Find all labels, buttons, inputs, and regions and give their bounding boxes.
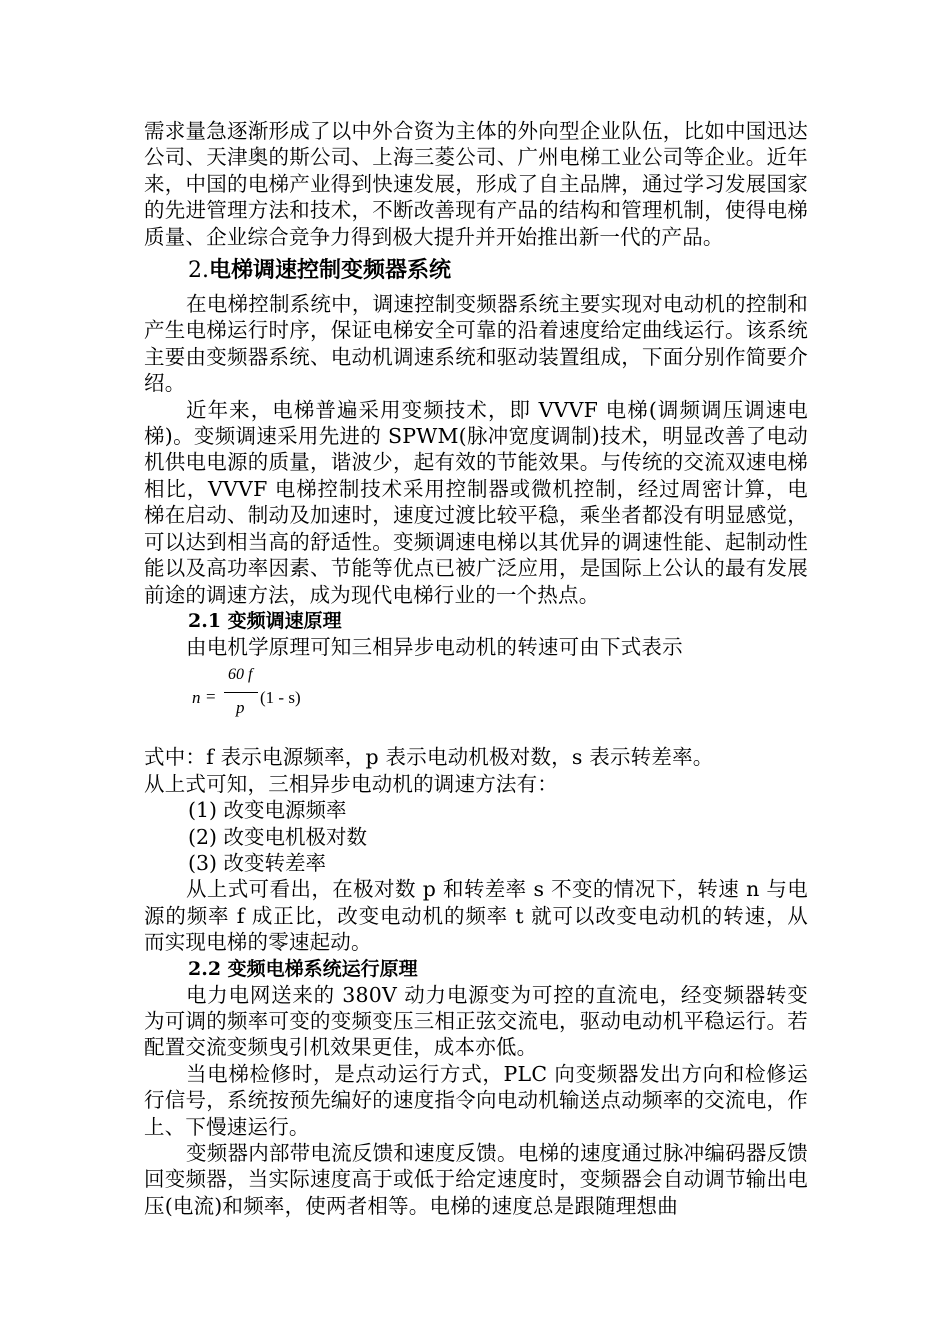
paragraph-inspection-mode: 当电梯检修时，是点动运行方式，PLC 向变频器发出方向和检修运行信号，系统按预先编好的速度指令向电动机输送点动频率的交流电，作上、下慢速运行。 xyxy=(144,1061,808,1139)
formula-slip-term: (1 - s) xyxy=(260,688,301,708)
paragraph-system-overview: 在电梯控制系统中，调速控制变频器系统主要实现对电动机的控制和产生电梯运行时序，保证电梯安全可靠的沿着速度给定曲线运行。该系统主要由变频器系统、电动机调速系统和驱动装置组成，下面分别作简要介绍。 xyxy=(144,292,808,396)
formula-denominator: p xyxy=(236,698,245,718)
paragraph-formula-legend: 式中：f 表示电源频率，p 表示电动机极对数，s 表示转差率。 xyxy=(144,745,714,770)
list-item: (1) 改变电源频率 xyxy=(188,798,347,823)
paragraph-intro-continued: 需求量急逐渐形成了以中外合资为主体的外向型企业队伍，比如中国迅达公司、天津奥的斯公司、上海三菱公司、广州电梯工业公司等企业。近年来，中国的电梯产业得到快速发展，形成了自主品牌，通过学习发展国家的先进管理方法和技术，不断改善现有产品的结构和管理机制，使得电梯质量、企业综合竞争力得到极大提升并开始推出新一代的产品。 xyxy=(144,119,808,249)
document-page xyxy=(144,118,808,1219)
paragraph-power-conversion: 电力电网送来的 380V 动力电源变为可控的直流电，经变频器转变为可调的频率可变的变频变压三相正弦交流电，驱动电动机平稳运行。若配置交流变频曳引机效果更佳，成本亦低。 xyxy=(144,982,808,1060)
section-heading-2 xyxy=(188,256,808,285)
subsection-heading-2-1: 2.1 变频调速原理 xyxy=(188,609,342,632)
section-title: 电梯调速控制变频器系统 xyxy=(209,257,452,284)
section-number: 2. xyxy=(188,258,209,284)
speed-formula xyxy=(144,664,808,738)
formula-n: n xyxy=(192,688,201,708)
list-item: (2) 改变电机极对数 xyxy=(188,824,368,849)
paragraph-frequency-proportional: 从上式可看出，在极对数 p 和转差率 s 不变的情况下，转速 n 与电源的频率 f 成正比，改变电动机的频率 t 就可以改变电动机的转速，从而实现电梯的零速起动。 xyxy=(144,877,808,955)
paragraph-vvvf: 近年来，电梯普遍采用变频技术，即 VVVF 电梯(调频调压调速电梯)。变频调速采用先进的 SPWM(脉冲宽度调制)技术，明显改善了电动机供电电源的质量，谐波少，起有效的节能效果。与传统的交流双速电梯相比，VVVF 电梯控制技术采用控制器或微机控制，经过周密计算，电梯在启动、制动及加速时，速度过渡比较平稳，乘坐者都没有明显感觉，可以达到相当高的舒适性。变频调速电梯以其优异的调速性能、起制动性能以及高功率因素、节能等优点已被广泛应用，是国际上公认的最有发展前途的调速方法，成为现代电梯行业的一个热点。 xyxy=(144,397,808,607)
formula-numerator: 60 f xyxy=(228,666,253,684)
paragraph-feedback: 变频器内部带电流反馈和速度反馈。电梯的速度通过脉冲编码器反馈回变频器，当实际速度高于或低于给定速度时，变频器会自动调节输出电压(电流)和频率，使两者相等。电梯的速度总是跟随理想曲 xyxy=(144,1141,808,1218)
formula-fraction-bar xyxy=(224,692,258,693)
subsection-heading-2-2: 2.2 变频电梯系统运行原理 xyxy=(188,957,418,980)
paragraph-methods-intro: 从上式可知，三相异步电动机的调速方法有： xyxy=(144,771,558,796)
methods-list xyxy=(188,797,808,876)
formula-equals: = xyxy=(206,687,216,707)
paragraph-speed-formula-intro: 由电机学原理可知三相异步电动机的转速可由下式表示 xyxy=(186,634,683,659)
list-item: (3) 改变转差率 xyxy=(188,850,327,875)
